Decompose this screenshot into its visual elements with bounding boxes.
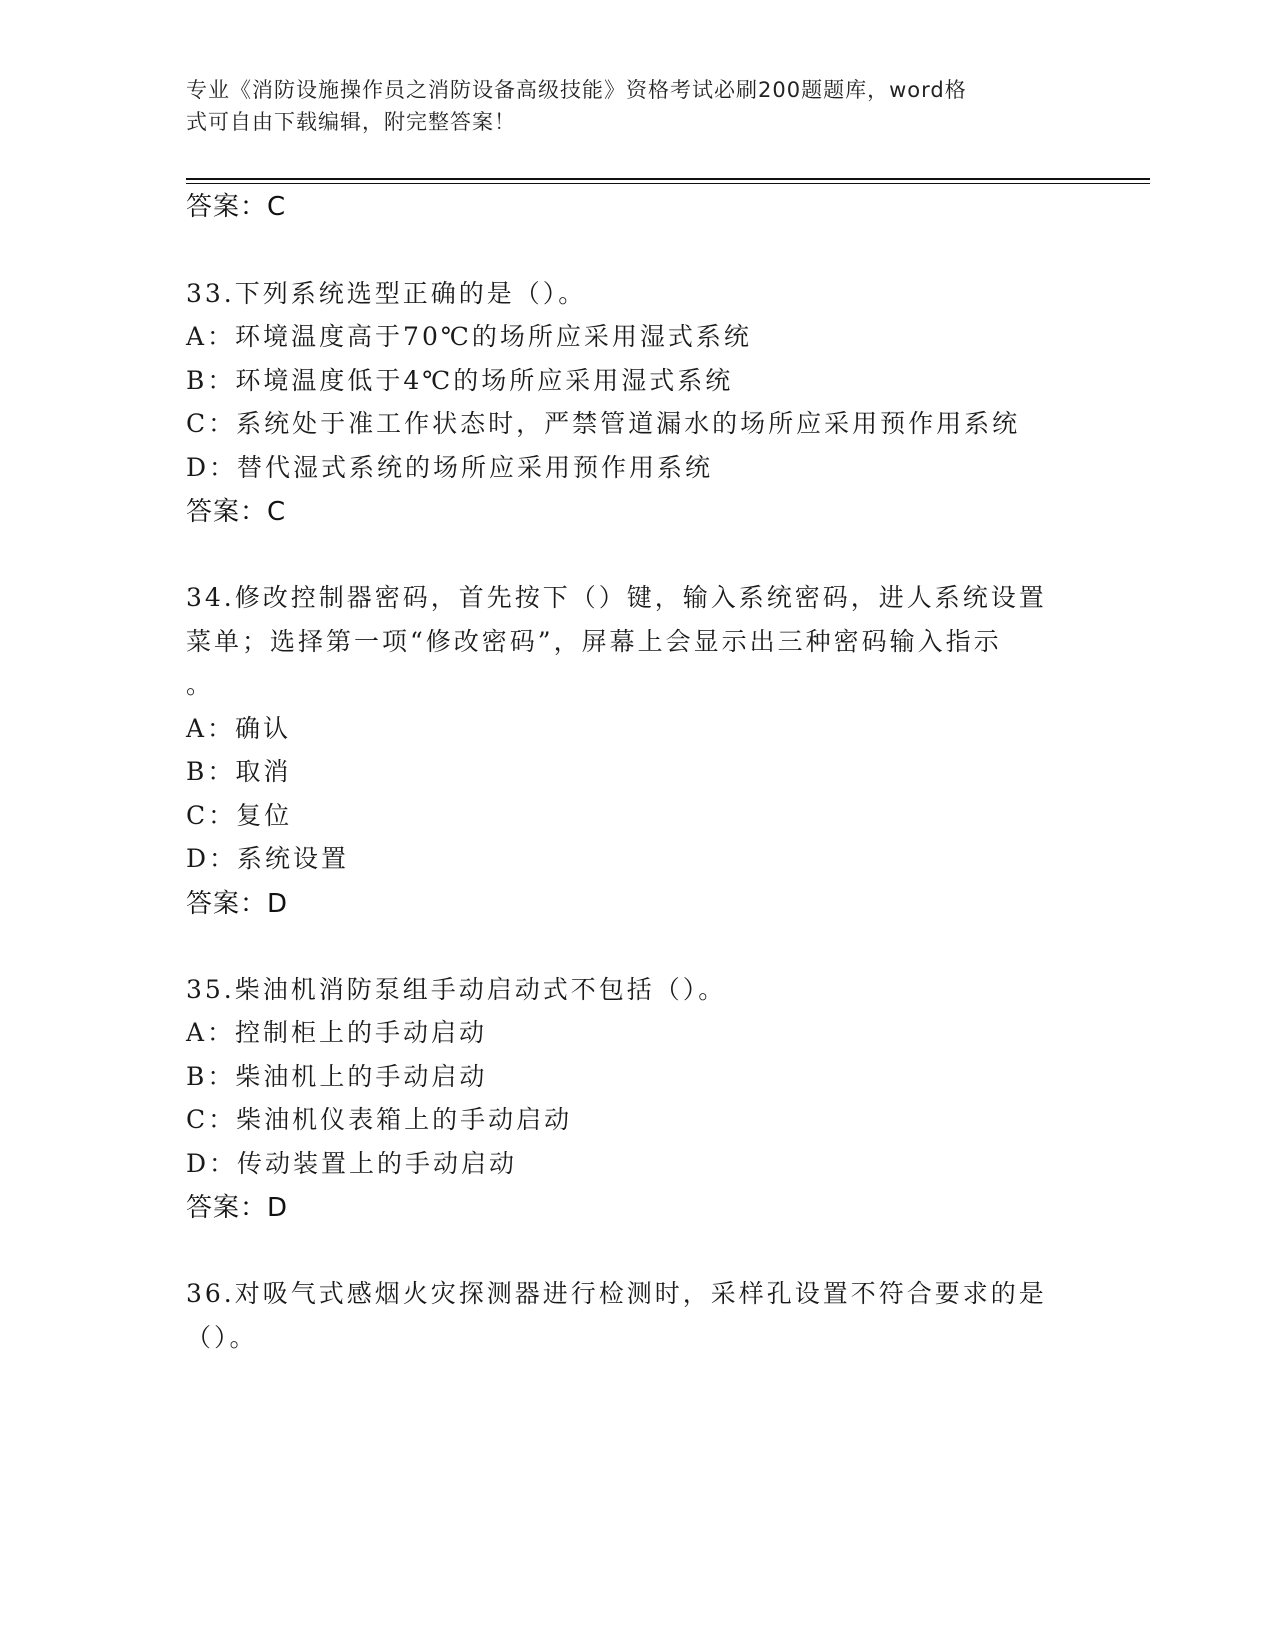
q36-stem-line-2: （）。 (186, 1323, 258, 1352)
q33-option-c: C：系统处于准工作状态时，严禁管道漏水的场所应采用预作用系统 (186, 409, 1021, 438)
q34-option-c: C：复位 (186, 801, 293, 830)
q33-option-d: D：替代湿式系统的场所应采用预作用系统 (186, 453, 714, 482)
previous-answer: 答案：C (186, 192, 287, 222)
q33-option-a: A：环境温度高于70℃的场所应采用湿式系统 (186, 322, 752, 351)
header-rule-thin (186, 183, 1150, 184)
q35-option-a: A：控制柜上的手动启动 (186, 1018, 488, 1047)
q35-option-c: C：柴油机仪表箱上的手动启动 (186, 1105, 573, 1134)
q33-answer: 答案：C (186, 497, 287, 527)
q34-option-d: D：系统设置 (186, 844, 350, 873)
header-rule-thick (186, 178, 1150, 180)
q34-stem-line-3: 。 (186, 670, 215, 699)
q34-answer: 答案：D (186, 889, 289, 919)
page-header (186, 74, 1066, 138)
q35-option-d: D：传动装置上的手动启动 (186, 1149, 518, 1178)
q35-answer: 答案：D (186, 1193, 289, 1223)
q33-option-b: B：环境温度低于4℃的场所应采用湿式系统 (186, 366, 734, 395)
q34-option-b: B：取消 (186, 757, 292, 786)
header-line-1: 专业《消防设施操作员之消防设备高级技能》资格考试必刷200题题库，word格 (186, 78, 967, 102)
q34-option-a: A：确认 (186, 714, 292, 743)
q34-stem-line-2: 菜单；选择第一项“修改密码”，屏幕上会显示出三种密码输入指示 (186, 627, 1002, 656)
q35-stem: 35.柴油机消防泵组手动启动式不包括（）。 (186, 975, 727, 1004)
q35-option-b: B：柴油机上的手动启动 (186, 1062, 488, 1091)
q36-stem-line-1: 36.对吸气式感烟火灾探测器进行检测时，采样孔设置不符合要求的是 (186, 1279, 1047, 1308)
q33-stem: 33.下列系统选型正确的是（）。 (186, 279, 587, 308)
q34-stem-line-1: 34.修改控制器密码，首先按下（）键，输入系统密码，进人系统设置 (186, 583, 1047, 612)
header-line-2: 式可自由下载编辑，附完整答案！ (186, 110, 516, 134)
